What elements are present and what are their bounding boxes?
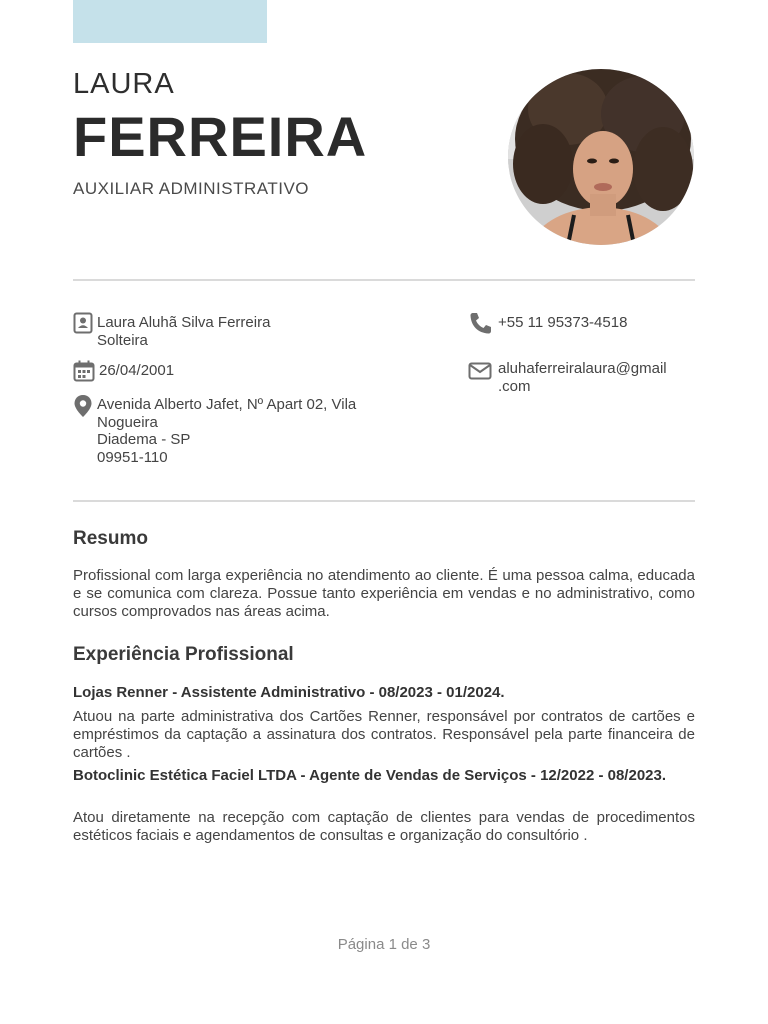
contact-divider bbox=[73, 500, 695, 502]
profile-photo bbox=[508, 69, 694, 245]
last-name: FERREIRA bbox=[73, 105, 368, 168]
phone-number[interactable]: +55 11 95373-4518 bbox=[498, 314, 628, 331]
job-title: AUXILIAR ADMINISTRATIVO bbox=[73, 179, 310, 198]
marital-status: Solteira bbox=[97, 331, 148, 349]
address-line-2: Nogueira bbox=[97, 413, 158, 431]
contact-name-row bbox=[73, 314, 270, 349]
header-accent-bar bbox=[73, 0, 267, 43]
calendar-icon bbox=[73, 360, 95, 387]
birth-date: 26/04/2001 bbox=[99, 362, 175, 379]
summary-title: Resumo bbox=[73, 528, 148, 549]
profile-photo-illustration bbox=[508, 69, 694, 245]
job-heading: Botoclinic Estética Faciel LTDA - Agente de Vendas de Serviços - 12/2022 - 08/2023. bbox=[73, 767, 667, 784]
address-line-4: 09951-110 bbox=[97, 448, 168, 466]
job-heading: Lojas Renner - Assistente Administrativo - 08/2023 - 01/2024. bbox=[73, 684, 505, 701]
envelope-icon bbox=[468, 362, 492, 385]
job-description: Atou diretamente na recepção com captação de clientes para vendas de procedimentos estéticos faciais e agendamentos de consultas e organização do consultório . bbox=[73, 809, 695, 844]
header-divider bbox=[73, 279, 695, 281]
contact-email-row bbox=[468, 360, 667, 395]
email-line-1[interactable]: aluhaferreiralaura@gmail bbox=[498, 360, 667, 377]
id-card-icon bbox=[73, 312, 93, 339]
email-line-2[interactable]: .com bbox=[498, 377, 531, 395]
phone-icon bbox=[468, 312, 492, 339]
map-pin-icon bbox=[73, 394, 93, 423]
contact-birth-row bbox=[73, 362, 174, 387]
address-line-3: Diadema - SP bbox=[97, 431, 191, 448]
contact-address-row bbox=[73, 396, 356, 466]
first-name: LAURA bbox=[73, 68, 175, 100]
full-name: Laura Aluhã Silva Ferreira bbox=[97, 314, 271, 331]
contact-phone-row bbox=[468, 314, 627, 339]
experience-title: Experiência Profissional bbox=[73, 644, 294, 665]
summary-text: Profissional com larga experiência no atendimento ao cliente. É uma pessoa calma, educada e se comunica com clareza. Possue tanto experiência em vendas e no administrativo, como cursos comprovados nas áreas acima. bbox=[73, 567, 695, 620]
page-number: Página 1 de 3 bbox=[337, 936, 431, 953]
address-line-1: Avenida Alberto Jafet, Nº Apart 02, Vila bbox=[97, 396, 357, 413]
job-description: Atuou na parte administrativa dos Cartões Renner, responsável por contratos de cartões e empréstimos da captação a assinatura dos contratos. Responsável pela parte financeira de cartões . bbox=[73, 708, 695, 761]
